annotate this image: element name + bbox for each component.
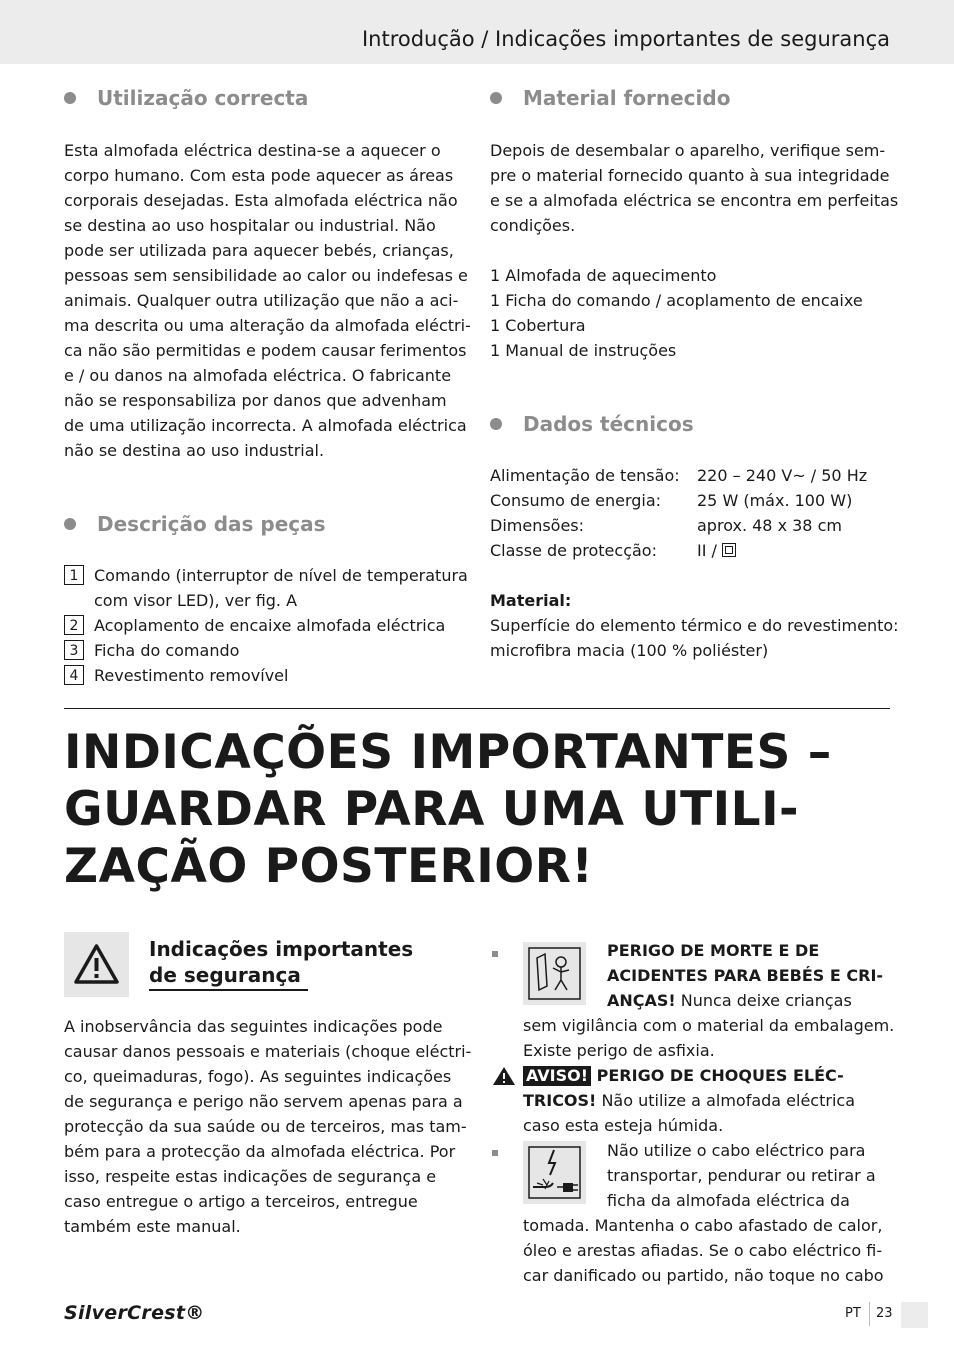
parts-list <box>64 563 468 688</box>
square-bullet <box>492 1150 498 1156</box>
part-number: 3 <box>64 640 84 660</box>
part-text <box>94 613 445 638</box>
material-label: Material: <box>490 591 572 610</box>
small-warning-triangle-icon <box>492 1066 516 1090</box>
item3-line4: tomada. Mantenha o cabo afastado de calor, <box>523 1216 883 1235</box>
heading-line: INDICAÇÕES IMPORTANTES – <box>64 725 832 780</box>
text-line: A inobservância das seguintes indicações pode <box>64 1017 443 1036</box>
text-line: isso, respeite estas indicações de segurança e <box>64 1167 437 1186</box>
text-line: e / ou danos na almofada eléctrica. O fabricante <box>64 366 452 385</box>
tech-value <box>697 538 736 563</box>
heading-line: GUARDAR PARA UMA UTILI- <box>64 782 800 837</box>
material-spec <box>490 588 899 663</box>
text-line: ma descrita ou uma alteração da almofada eléctri- <box>64 316 471 335</box>
bullet-dot <box>490 418 502 430</box>
warning-triangle-icon <box>64 932 129 997</box>
tech-row <box>490 538 890 563</box>
tech-label: Alimentação de tensão: <box>490 466 680 485</box>
material-intro-paragraph <box>490 138 899 238</box>
text-line: ca não são permitidas e podem causar ferimentos <box>64 341 467 360</box>
item2-line3: caso esta esteja húmida. <box>523 1116 724 1135</box>
text: Nunca deixe crianças <box>675 991 852 1010</box>
item2-line1 <box>523 1063 844 1088</box>
text-line: causar danos pessoais e materiais (choque eléctri- <box>64 1042 472 1061</box>
text-line: e se a almofada eléctrica se encontra em perfeitas <box>490 191 899 210</box>
text-line: não se destina ao uso industrial. <box>64 441 325 460</box>
text-line: se destina ao uso hospitalar ou industrial. Não <box>64 216 436 235</box>
bullet-dot <box>64 92 76 104</box>
text-line: Superfície do elemento térmico e do revestimento: <box>490 616 899 635</box>
item2-line2 <box>523 1088 855 1113</box>
safety-section-title <box>149 936 413 988</box>
text-line: corporais desejadas. Esta almofada eléctrica não <box>64 191 458 210</box>
heading-line: ZAÇÃO POSTERIOR! <box>64 839 594 894</box>
text-line: pessoas sem sensibilidade ao calor ou indefesas e <box>64 266 468 285</box>
text-line: Revestimento removível <box>94 666 289 685</box>
text-line: caso entregue o artigo a terceiros, entregue <box>64 1192 418 1211</box>
protection-class-text: II / <box>697 541 722 560</box>
main-warning-heading <box>64 724 924 895</box>
heading-text: Material fornecido <box>523 86 731 110</box>
tech-row <box>490 463 890 488</box>
language-code: PT <box>845 1306 861 1321</box>
page-header-title: Introdução / Indicações importantes de segurança <box>361 27 890 51</box>
text-line: pre o material fornecido quanto à sua integridade <box>490 166 890 185</box>
text-line: Esta almofada eléctrica destina-se a aquecer o <box>64 141 441 160</box>
heading-text: Descrição das peças <box>97 512 326 536</box>
bullet-dot <box>490 92 502 104</box>
utilizacao-paragraph <box>64 138 471 463</box>
title-line: de segurança <box>149 963 301 987</box>
title-underline <box>149 989 308 991</box>
horizontal-rule <box>64 708 890 709</box>
item1-line5: Existe perigo de asfixia. <box>523 1041 715 1060</box>
footer-tab <box>901 1302 928 1328</box>
item3-line3: ficha da almofada eléctrica da <box>607 1191 850 1210</box>
tech-label: Dimensões: <box>490 516 585 535</box>
part-item <box>64 663 464 688</box>
text-line: com visor LED), ver fig. A <box>94 591 298 610</box>
text-line: condições. <box>490 216 576 235</box>
text-line: animais. Qualquer outra utilização que não a aci- <box>64 291 459 310</box>
bold-text: ACIDENTES PARA BEBÉS E CRI- <box>607 966 884 985</box>
tech-label: Consumo de energia: <box>490 491 662 510</box>
tech-value: 220 – 240 V~ / 50 Hz <box>697 466 868 485</box>
square-bullet <box>492 951 498 957</box>
part-text <box>94 663 288 688</box>
text-line: microfibra macia (100 % poliéster) <box>490 641 769 660</box>
tech-label: Classe de protecção: <box>490 541 657 560</box>
text-line: protecção da sua saúde ou de terceiros, mas tam- <box>64 1117 467 1136</box>
material-items-list <box>490 263 890 363</box>
tech-row <box>490 488 890 513</box>
section-heading-utilizacao <box>64 86 308 110</box>
tech-data-table <box>490 463 890 563</box>
list-item: 1 Almofada de aquecimento <box>490 266 717 285</box>
part-text <box>94 638 239 663</box>
item3-line1: Não utilize o cabo eléctrico para <box>607 1141 866 1160</box>
list-item: 1 Manual de instruções <box>490 341 677 360</box>
part-number: 1 <box>64 565 84 585</box>
title-line: Indicações importantes <box>149 937 414 961</box>
aviso-badge: AVISO! <box>523 1066 591 1086</box>
section-heading-dados-tecnicos <box>490 412 694 436</box>
safety-intro-paragraph <box>64 1014 472 1239</box>
text-line: bém para a protecção da almofada eléctrica. Por <box>64 1142 456 1161</box>
part-text <box>94 563 468 613</box>
tech-value: 25 W (máx. 100 W) <box>697 491 853 510</box>
bold-text: ANÇAS! <box>607 991 676 1010</box>
text-line: corpo humano. Com esta pode aquecer as áreas <box>64 166 454 185</box>
protection-class-ii-icon <box>722 543 736 557</box>
bullet-dot <box>64 518 76 530</box>
item1-line4: sem vigilância com o material da embalagem. <box>523 1016 895 1035</box>
section-heading-descricao <box>64 512 326 536</box>
cable-shock-icon <box>523 1141 586 1204</box>
list-item: 1 Ficha do comando / acoplamento de encaixe <box>490 291 863 310</box>
item3-line6: car danificado ou partido, não toque no cabo <box>523 1266 884 1285</box>
item1-line1 <box>607 938 819 963</box>
bold-text: PERIGO DE MORTE E DE <box>607 941 820 960</box>
footer-separator <box>869 1302 870 1326</box>
tech-value: aprox. 48 x 38 cm <box>697 516 842 535</box>
heading-text: Utilização correcta <box>97 86 309 110</box>
bold-text: TRICOS! <box>523 1091 597 1110</box>
part-item <box>64 563 468 613</box>
silvercrest-logo: SilverCrest® <box>64 1302 205 1324</box>
text-line: também este manual. <box>64 1217 241 1236</box>
section-heading-material-fornecido <box>490 86 730 110</box>
text-line: Ficha do comando <box>94 641 240 660</box>
text-line: de segurança e perigo não servem apenas para a <box>64 1092 463 1111</box>
bold-text: PERIGO DE CHOQUES ELÉC- <box>591 1066 844 1085</box>
text-line: de uma utilização incorrecta. A almofada eléctrica <box>64 416 467 435</box>
item3-line5: óleo e arestas afiadas. Se o cabo eléctrico fi- <box>523 1241 883 1260</box>
text-line: Acoplamento de encaixe almofada eléctrica <box>94 616 446 635</box>
item3-line2: transportar, pendurar ou retirar a <box>607 1166 876 1185</box>
part-item <box>64 613 464 638</box>
text-line: co, queimaduras, fogo). As seguintes indicações <box>64 1067 452 1086</box>
page-number: 23 <box>876 1306 893 1321</box>
tech-row <box>490 513 890 538</box>
child-packaging-icon <box>523 942 586 1005</box>
heading-text: Dados técnicos <box>523 412 694 436</box>
part-item <box>64 638 464 663</box>
text-line: Comando (interruptor de nível de temperatura <box>94 566 468 585</box>
text-line: não se responsabiliza por danos que advenham <box>64 391 447 410</box>
list-item: 1 Cobertura <box>490 316 586 335</box>
text-line: Depois de desembalar o aparelho, verifique sem- <box>490 141 886 160</box>
item1-line3 <box>607 988 852 1013</box>
text: Não utilize a almofada eléctrica <box>596 1091 855 1110</box>
item1-line2 <box>607 963 883 988</box>
part-number: 2 <box>64 615 84 635</box>
part-number: 4 <box>64 665 84 685</box>
text-line: pode ser utilizada para aquecer bebés, crianças, <box>64 241 454 260</box>
